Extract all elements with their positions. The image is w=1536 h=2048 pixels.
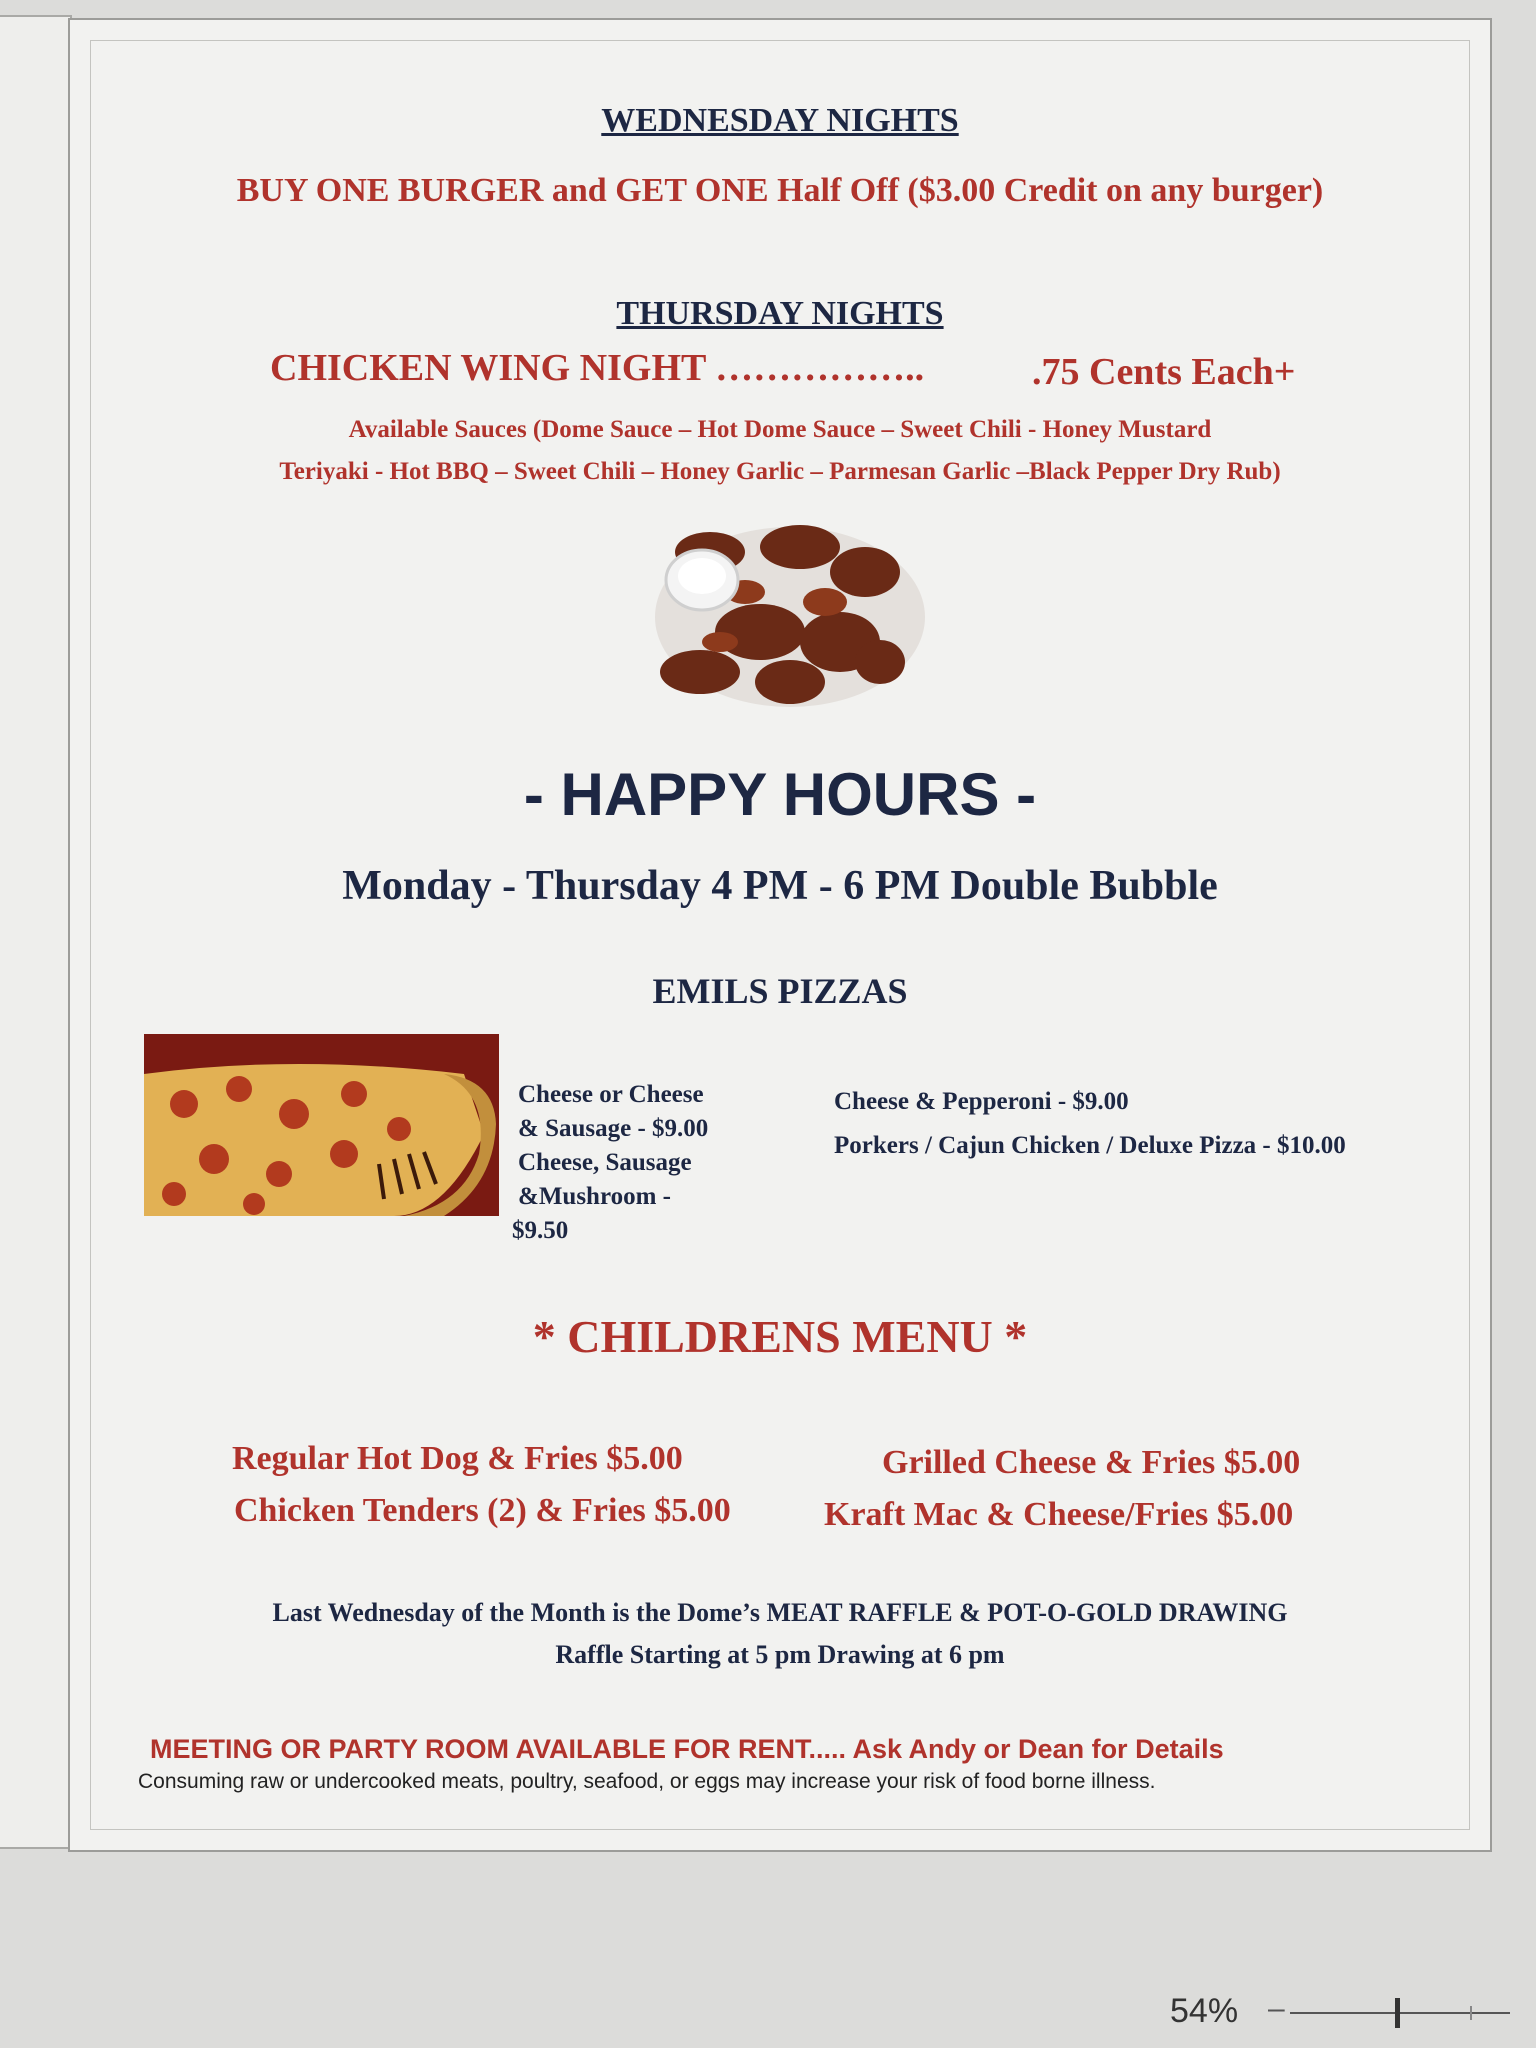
happy-hours-title: - HAPPY HOURS - [523,761,1037,828]
sauces-line-2: Teriyaki - Hot BBQ – Sweet Chili – Honey Garlic – Parmesan Garlic –Black Pepper Dry Rub) [279,458,1281,485]
happy-hours-schedule: Monday - Thursday 4 PM - 6 PM Double Bubble [342,863,1218,909]
pizza-image [144,1034,499,1216]
pizza-item-line: &Mushroom - [518,1183,672,1210]
pizza-menu-column-1 [512,1078,709,1248]
childrens-menu-title: * CHILDRENS MENU * [532,1311,1028,1362]
wednesday-heading: WEDNESDAY NIGHTS [601,102,959,139]
previous-page-edge [0,15,72,1849]
pizza-item-line: $9.50 [512,1217,569,1244]
document-page [68,18,1492,1852]
pizzas-heading: EMILS PIZZAS [652,971,908,1011]
pizza-item-line: Cheese & Pepperoni - $9.00 [834,1088,1129,1115]
pizza-item-line: Porkers / Cajun Chicken / Deluxe Pizza - $10.00 [834,1132,1346,1159]
zoom-slider-tick [1470,2006,1472,2020]
wednesday-offer: BUY ONE BURGER and GET ONE Half Off ($3.00 Credit on any burger) [236,172,1324,209]
pizza-item-line: Cheese, Sausage [518,1149,692,1176]
raffle-line-2: Raffle Starting at 5 pm Drawing at 6 pm [555,1640,1005,1669]
chicken-wings-image [650,522,925,709]
food-safety-disclaimer: Consuming raw or undercooked meats, poultry, seafood, or eggs may increase your risk of food borne illness. [138,1770,1156,1793]
room-rental-notice: MEETING OR PARTY ROOM AVAILABLE FOR RENT..... Ask Andy or Dean for Details [150,1734,1224,1764]
zoom-out-button[interactable]: – [1268,1992,1285,2025]
pizza-item-line: & Sausage - $9.00 [518,1115,709,1142]
zoom-slider-thumb[interactable] [1395,1998,1400,2028]
wing-night-price: .75 Cents Each+ [1032,351,1296,393]
pizza-item-line: Cheese or Cheese [518,1081,704,1108]
zoom-level-label[interactable]: 54% [1170,1992,1239,2030]
sauces-line-1: Available Sauces (Dome Sauce – Hot Dome Sauce – Sweet Chili - Honey Mustard [348,416,1212,443]
kids-menu-item: Regular Hot Dog & Fries $5.00 [232,1440,683,1477]
kids-menu-item: Chicken Tenders (2) & Fries $5.00 [234,1492,731,1529]
wing-night-name: CHICKEN WING NIGHT …………….. [270,347,925,389]
raffle-line-1: Last Wednesday of the Month is the Dome’s MEAT RAFFLE & POT-O-GOLD DRAWING [272,1598,1288,1627]
kids-menu-item: Grilled Cheese & Fries $5.00 [882,1444,1301,1481]
thursday-heading: THURSDAY NIGHTS [616,295,944,332]
kids-menu-item: Kraft Mac & Cheese/Fries $5.00 [824,1496,1294,1533]
zoom-slider[interactable] [1290,2012,1510,2014]
pizza-menu-column-2 [834,1080,1346,1168]
